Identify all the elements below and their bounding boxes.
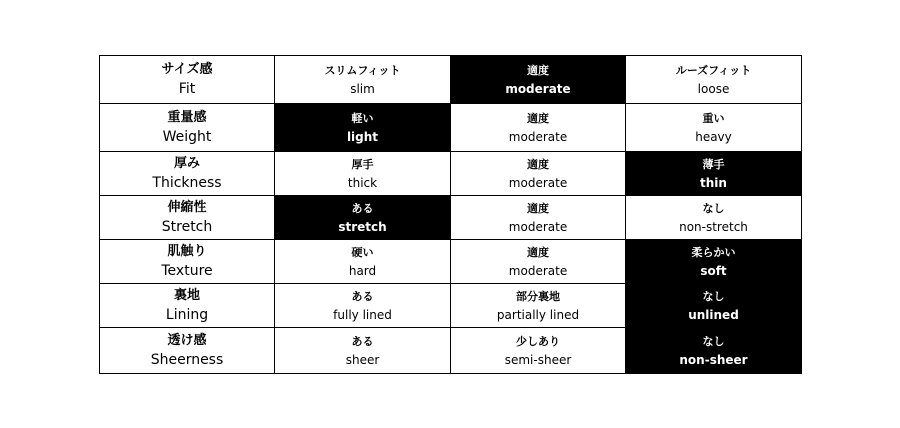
option-label-jp: 部分裏地 <box>516 289 560 303</box>
option-cell-selected <box>626 284 802 328</box>
spec-row-texture <box>100 240 802 284</box>
spec-row-fit <box>100 56 802 104</box>
option-label-jp: 厚手 <box>351 157 374 171</box>
attribute-label-cell <box>100 56 275 104</box>
option-label-jp: 適度 <box>527 63 549 77</box>
option-cell <box>275 56 451 104</box>
attribute-name-en: Lining <box>165 307 209 323</box>
option-cell-selected <box>626 240 802 284</box>
option-label-jp: ある <box>351 334 374 348</box>
option-cell <box>275 284 451 328</box>
option-label-en: sheer <box>345 352 380 367</box>
option-label-en: moderate <box>505 81 571 96</box>
option-label-en: moderate <box>508 129 568 144</box>
option-cell-selected <box>451 56 626 104</box>
attribute-name-en: Texture <box>161 263 213 279</box>
attribute-name-jp: サイズ感 <box>161 62 213 77</box>
attribute-name-jp: 厚み <box>173 156 200 171</box>
attribute-name-jp: 肌触り <box>167 244 207 259</box>
product-spec-table <box>99 55 802 374</box>
attribute-label-cell <box>100 196 275 240</box>
option-cell <box>451 284 626 328</box>
option-label-jp: なし <box>702 334 725 348</box>
option-label-jp: 適度 <box>527 157 549 171</box>
option-label-en: moderate <box>508 219 568 234</box>
spec-row-thickness <box>100 152 802 196</box>
option-cell <box>451 104 626 152</box>
option-label-en: loose <box>697 81 730 96</box>
attribute-label-cell <box>100 104 275 152</box>
attribute-label-cell <box>100 328 275 374</box>
option-label-jp: なし <box>702 289 725 303</box>
option-label-jp: ある <box>351 201 374 215</box>
attribute-name-jp: 伸縮性 <box>167 200 207 215</box>
attribute-name-jp: 透け感 <box>167 333 207 348</box>
attribute-name-jp: 裏地 <box>173 288 200 303</box>
option-label-en: semi-sheer <box>504 352 572 367</box>
option-label-jp: 適度 <box>527 245 549 259</box>
option-label-jp: 重い <box>702 111 725 125</box>
option-label-en: partially lined <box>496 307 580 322</box>
option-cell <box>451 328 626 374</box>
option-label-en: thin <box>700 175 727 190</box>
attribute-name-en: Sheerness <box>150 352 224 368</box>
option-label-en: non-sheer <box>679 352 748 367</box>
option-cell <box>451 240 626 284</box>
option-cell <box>275 328 451 374</box>
option-label-en: stretch <box>338 219 387 234</box>
option-label-jp: スリムフィット <box>324 63 401 77</box>
option-label-jp: ルーズフィット <box>675 63 752 77</box>
option-cell-selected <box>275 196 451 240</box>
option-cell <box>451 152 626 196</box>
option-label-en: slim <box>350 81 375 96</box>
option-cell <box>451 196 626 240</box>
option-cell-selected <box>275 104 451 152</box>
option-label-en: heavy <box>695 129 732 144</box>
option-cell <box>626 196 802 240</box>
option-cell <box>626 56 802 104</box>
attribute-name-en: Fit <box>178 81 196 97</box>
spec-row-stretch <box>100 196 802 240</box>
attribute-label-cell <box>100 152 275 196</box>
option-label-en: hard <box>348 263 377 278</box>
option-label-jp: 適度 <box>527 201 549 215</box>
option-label-en: moderate <box>508 175 568 190</box>
option-cell-selected <box>626 152 802 196</box>
option-label-en: thick <box>347 175 378 190</box>
attribute-label-cell <box>100 240 275 284</box>
option-cell-selected <box>626 328 802 374</box>
option-label-jp: 適度 <box>527 111 549 125</box>
attribute-name-jp: 重量感 <box>167 110 207 125</box>
option-label-en: soft <box>700 263 727 278</box>
option-label-jp: ある <box>351 289 374 303</box>
option-cell <box>275 240 451 284</box>
option-cell <box>626 104 802 152</box>
option-cell <box>275 152 451 196</box>
option-label-jp: 柔らかい <box>691 245 736 259</box>
option-label-jp: 軽い <box>351 111 374 125</box>
attribute-name-en: Weight <box>162 129 212 145</box>
option-label-en: fully lined <box>333 307 392 322</box>
option-label-en: unlined <box>688 307 739 322</box>
option-label-jp: 少しあり <box>516 334 560 348</box>
attribute-name-en: Thickness <box>152 175 222 191</box>
attribute-label-cell <box>100 284 275 328</box>
option-label-en: moderate <box>508 263 568 278</box>
spec-row-lining <box>100 284 802 328</box>
option-label-en: light <box>346 129 379 144</box>
option-label-jp: なし <box>702 201 725 215</box>
option-label-jp: 硬い <box>351 245 374 259</box>
option-label-jp: 薄手 <box>702 157 725 171</box>
attribute-name-en: Stretch <box>161 219 213 235</box>
option-label-en: non-stretch <box>679 219 748 234</box>
spec-row-weight <box>100 104 802 152</box>
spec-row-sheerness <box>100 328 802 374</box>
